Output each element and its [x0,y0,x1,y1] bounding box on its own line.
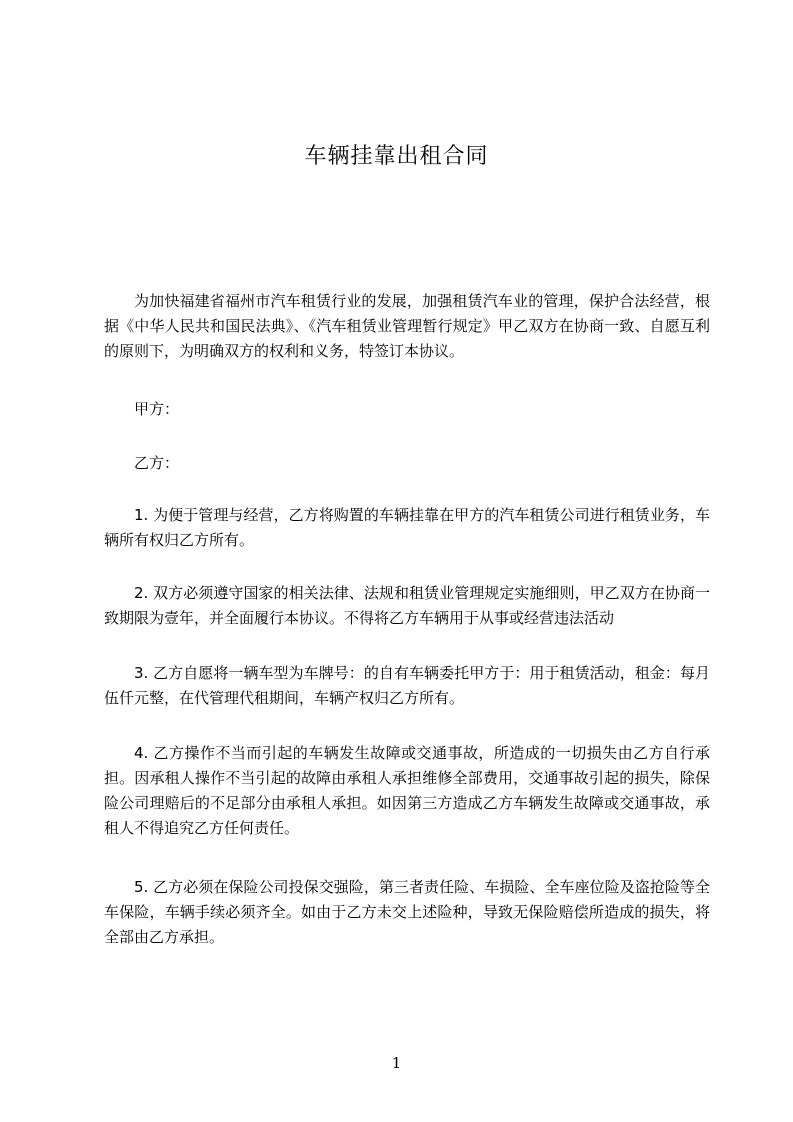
clause-5: 5. 乙方必须在保险公司投保交强险，第三者责任险、车损险、全车座位险及盗抢险等全车保险，车辆手续必须齐全。如由于乙方未交上述险种，导致无保险赔偿所造成的损失，将全部由乙方承担。 [104,878,710,946]
clause-3: 3. 乙方自愿将一辆车型为车牌号：的自有车辆委托甲方于：用于租赁活动，租金：每月伍仟元整，在代管理代租期间，车辆产权归乙方所有。 [104,664,710,707]
clause-2: 2. 双方必须遵守国家的相关法律、法规和租赁业管理规定实施细则，甲乙双方在协商一致期限为壹年，并全面履行本协议。不得将乙方车辆用于从事或经营违法活动 [104,584,710,627]
party-b-label: 乙方： [134,454,180,472]
intro-paragraph: 为加快福建省福州市汽车租赁行业的发展，加强租赁汽车业的管理，保护合法经营，根据《中华人民共和国民法典》、《汽车租赁业管理暂行规定》甲乙双方在协商一致、自愿互利的原则下，为明确双方的权利和义务，特签订本协议。 [104,292,710,360]
clause-1: 1. 为便于管理与经营，乙方将购置的车辆挂靠在甲方的汽车租赁公司进行租赁业务，车辆所有权归乙方所有。 [104,506,710,549]
document-title: 车辆挂靠出租合同 [304,144,489,169]
page-number: 1 [391,1054,402,1072]
party-a-label: 甲方： [134,400,180,418]
clause-4: 4. 乙方操作不当而引起的车辆发生故障或交通事故，所造成的一切损失由乙方自行承担。因承租人操作不当引起的故障由承租人承担维修全部费用，交通事故引起的损失，除保险公司理赔后的不足部分由承租人承担。如因第三方造成乙方车辆发生故障或交通事故，承租人不得追究乙方任何责任。 [104,744,710,837]
